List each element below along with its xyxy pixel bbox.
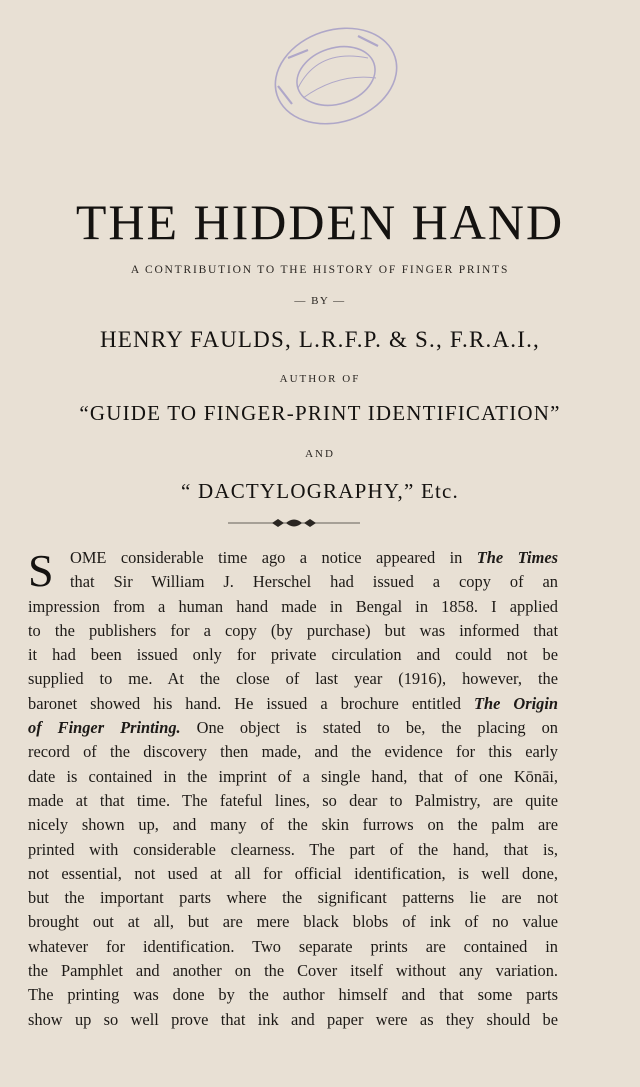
text-run: brought out at all, but are mere black blobs of ink of no value [28, 912, 558, 932]
italic-title: The Origin [473, 693, 558, 713]
text-run: The printing was done by the author himself and that some parts [28, 985, 558, 1005]
text-run: not essential, not used at all for official identification, is well done, [28, 863, 558, 883]
text-line [28, 813, 558, 837]
text-run: show up so well prove that ink and paper were as they should be [28, 1009, 558, 1029]
library-stamp-icon [258, 18, 408, 128]
text-line [28, 910, 558, 934]
book-subtitle: A CONTRIBUTION TO THE HISTORY OF FINGER PRINTS [130, 264, 510, 276]
author-of-label: AUTHOR OF [279, 373, 361, 385]
text-line [28, 716, 558, 740]
text-line [28, 935, 558, 959]
text-run: printed with considerable clearness. The part of the hand, that is, [28, 839, 558, 859]
text-run: OME considerable time ago a notice appeared in [70, 548, 477, 567]
text-run: made at that time. The fateful lines, so dear to Palmistry, are quite [28, 790, 558, 810]
text-run: record of the discovery then made, and the evidence for this early [28, 742, 558, 762]
body-paragraph [28, 546, 558, 1032]
text-line [28, 886, 558, 910]
text-line [28, 959, 558, 983]
and-label: AND [305, 448, 335, 460]
text-line [28, 619, 558, 643]
text-run: impression from a human hand made in Bengal in 1858. I applied [28, 596, 558, 616]
previous-work-1: “GUIDE TO FINGER-PRINT IDENTIFICATION” [79, 401, 561, 425]
text-line [28, 546, 558, 570]
text-run: but the important parts where the significant patterns lie are not [28, 888, 558, 908]
text-line [28, 595, 558, 619]
text-line [28, 1008, 558, 1032]
text-run: the Pamphlet and another on the Cover itself without any variation. [28, 961, 558, 981]
text-run: baronet showed his hand. He issued a brochure entitled [28, 693, 474, 713]
text-line [28, 570, 558, 594]
text-line [28, 983, 558, 1007]
text-run: to the publishers for a copy (by purchase) but was informed that [28, 620, 558, 640]
text-line [28, 740, 558, 764]
text-line [28, 765, 558, 789]
drop-cap: S [28, 545, 54, 596]
text-line [28, 667, 558, 691]
previous-work-2: “ DACTYLOGRAPHY,” Etc. [181, 479, 459, 503]
divider-ornament-icon [228, 516, 360, 530]
text-run: nicely shown up, and many of the skin furrows on the palm are [28, 815, 558, 835]
italic-title: of Finger Printing. [28, 718, 181, 738]
text-run: supplied to me. At the close of last year (1916), however, the [28, 669, 558, 689]
italic-title: The Times [476, 548, 558, 567]
text-run: One object is stated to be, the placing on [180, 718, 558, 738]
text-line [28, 838, 558, 862]
text-run: that Sir William J. Herschel had issued a copy of an [70, 572, 558, 592]
text-line [28, 643, 558, 667]
text-run: it had been issued only for private circulation and could not be [28, 645, 558, 665]
text-line [28, 692, 558, 716]
text-run: date is contained in the imprint of a single hand, that of one Kōnāi, [28, 766, 558, 786]
author-name: HENRY FAULDS, L.R.F.P. & S., F.R.A.I., [99, 327, 541, 352]
book-title: THE HIDDEN HAND [75, 194, 565, 250]
by-line: — BY — [294, 295, 346, 307]
text-run: whatever for identification. Two separate prints are contained in [28, 936, 558, 956]
text-line [28, 862, 558, 886]
text-line [28, 789, 558, 813]
